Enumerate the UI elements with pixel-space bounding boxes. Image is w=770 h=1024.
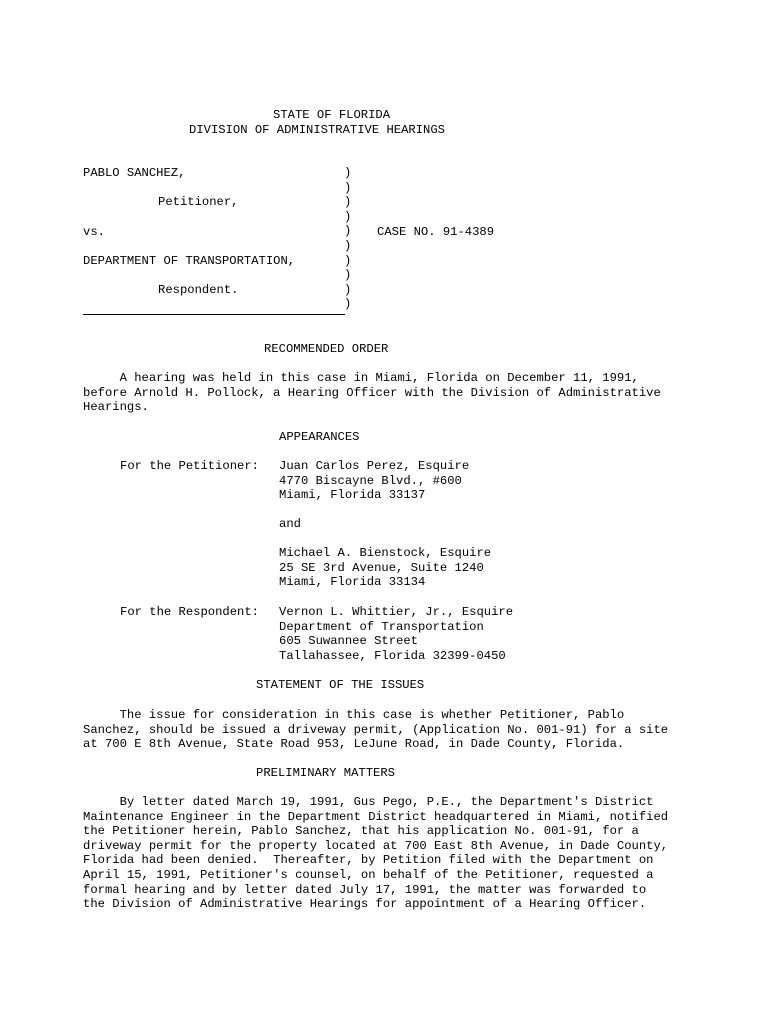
order-title: RECOMMENDED ORDER <box>264 342 389 356</box>
petitioner-label: For the Petitioner: <box>120 459 259 473</box>
petitioner-counsel-2: Michael A. Bienstock, Esquire 25 SE 3rd Avenue, Suite 1240 Miami, Florida 33134 <box>279 546 492 590</box>
respondent-name: DEPARTMENT OF TRANSPORTATION, <box>83 254 296 268</box>
petitioner-counsel-1: Juan Carlos Perez, Esquire 4770 Biscayne Blvd., #600 Miami, Florida 33137 <box>279 459 470 503</box>
intro-paragraph: A hearing was held in this case in Miami, Florida on December 11, 1991, before Arnold H. Pollock, a Hearing Officer with the Division of Administrative Hearings. <box>83 371 661 415</box>
petitioner-role: Petitioner, <box>158 195 239 209</box>
respondent-counsel: Vernon L. Whittier, Jr., Esquire Department of Transportation 605 Suwannee Street Tallahassee, Florida 32399-0450 <box>279 605 514 663</box>
preliminary-title: PRELIMINARY MATTERS <box>256 766 395 780</box>
and-text: and <box>279 517 301 531</box>
header-division: DIVISION OF ADMINISTRATIVE HEARINGS <box>189 123 445 137</box>
caption-underline <box>83 314 345 315</box>
caption-paren-column: ) ) ) ) ) ) ) ) ) ) <box>344 166 352 312</box>
respondent-label: For the Respondent: <box>120 605 259 619</box>
header-state: STATE OF FLORIDA <box>273 108 391 122</box>
issues-paragraph: The issue for consideration in this case is whether Petitioner, Pablo Sanchez, should be issued a driveway permit, (Application No. 001-91) for a site at 700 E 8th Avenue, State Road 953, LeJune Road, in Dade County, Florida. <box>83 708 669 752</box>
appearances-title: APPEARANCES <box>279 430 360 444</box>
case-number: CASE NO. 91-4389 <box>377 225 495 239</box>
issues-title: STATEMENT OF THE ISSUES <box>256 678 425 692</box>
petitioner-name: PABLO SANCHEZ, <box>83 166 186 180</box>
versus: vs. <box>83 225 105 239</box>
respondent-role: Respondent. <box>158 283 239 297</box>
preliminary-paragraph: By letter dated March 19, 1991, Gus Pego, P.E., the Department's District Maintenance Engineer in the Department District headquartered in Miami, notified the Petitioner herein, Pablo Sanchez, that his application No. 001-91, for a driveway permit for the property located at 700 East 8th Avenue, in Dade County, Florida had been denied. Thereafter, by Petition filed with the Department on April 15, 1991, Petitioner's counsel, on behalf of the Petitioner, requested a formal hearing and by letter dated July 17, 1991, the matter was forwarded to the Division of Administrative Hearings for appointment of a Hearing Officer. <box>83 795 669 912</box>
